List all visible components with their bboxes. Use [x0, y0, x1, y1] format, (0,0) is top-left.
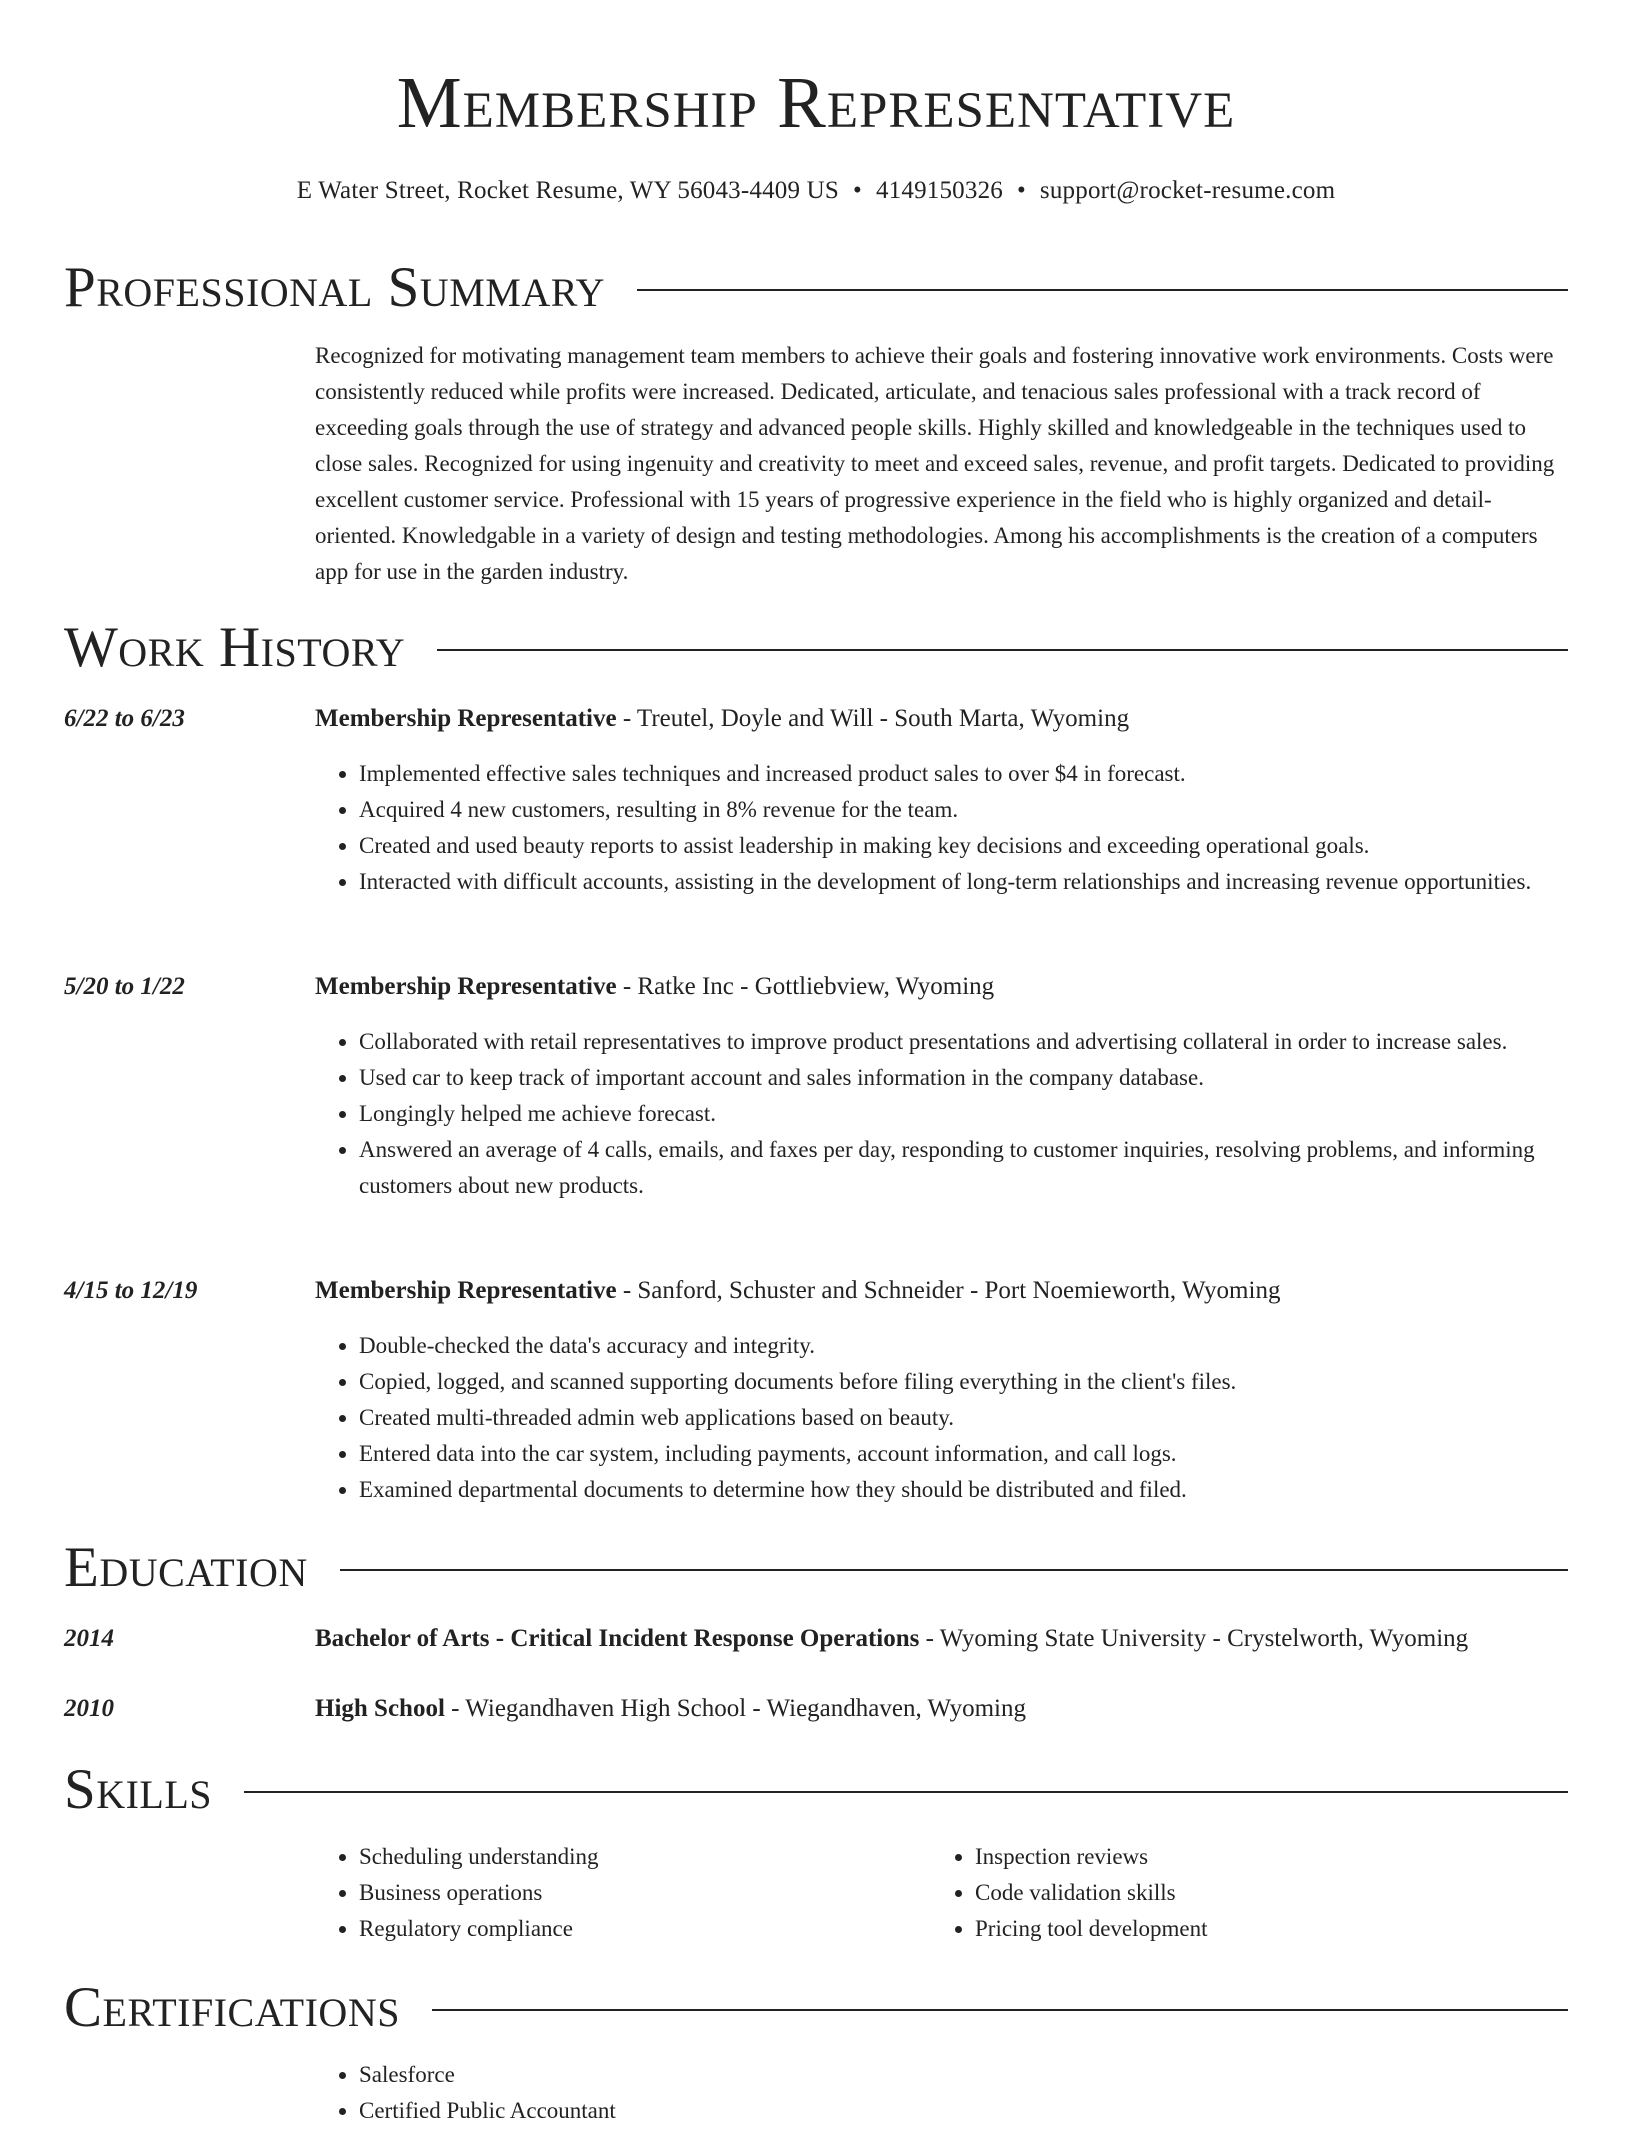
work-section-header	[64, 618, 1568, 678]
skill-item: • Code validation skills	[975, 1875, 1535, 1911]
resume-title: Membership Representative	[396, 62, 1236, 143]
job-bullets	[315, 756, 1614, 900]
section-divider	[637, 289, 1568, 291]
section-divider	[432, 2009, 1568, 2011]
job-bullet: • Examined departmental documents to determine how they should be distributed and filed.	[359, 1472, 1614, 1508]
certifications-list	[315, 2057, 1614, 2129]
education-degree: Bachelor of Arts - Critical Incident Response Operations	[315, 1625, 920, 1652]
skill-item: • Pricing tool development	[975, 1911, 1535, 1947]
job-bullet: • Copied, logged, and scanned supporting documents before filing everything in the client's files.	[359, 1364, 1614, 1400]
job-title: Membership Representative	[315, 705, 617, 732]
job-bullet: • Created multi-threaded admin web applications based on beauty.	[359, 1400, 1614, 1436]
education-entry	[315, 1622, 1468, 1656]
education-entry	[315, 1692, 1026, 1726]
education-year: 2014	[64, 1625, 114, 1652]
contact-phone: 4149150326	[875, 177, 1003, 204]
job-bullet: • Implemented effective sales techniques and increased product sales to over $4 in forecast.	[359, 756, 1614, 792]
job-dates: 4/15 to 12/19	[64, 1277, 198, 1304]
certifications-heading: Certifications	[64, 1976, 400, 2039]
skill-item: • Business operations	[359, 1875, 919, 1911]
section-divider	[340, 1569, 1568, 1571]
skill-item: • Inspection reviews	[975, 1839, 1535, 1875]
job-dates: 6/22 to 6/23	[64, 705, 185, 732]
certifications-section-header	[64, 1978, 1568, 2038]
job-heading	[315, 702, 1129, 736]
skill-item: • Regulatory compliance	[359, 1911, 919, 1947]
education-year: 2010	[64, 1695, 114, 1722]
certification-item: • Certified Public Accountant	[359, 2093, 1614, 2129]
job-dates: 5/20 to 1/22	[64, 973, 185, 1000]
work-heading: Work History	[64, 616, 406, 679]
contact-email: support@rocket-resume.com	[1039, 177, 1336, 204]
contact-separator: •	[853, 177, 862, 204]
job-bullet: • Longingly helped me achieve forecast.	[359, 1096, 1614, 1132]
job-bullets	[315, 1024, 1614, 1204]
contact-address: E Water Street, Rocket Resume, WY 56043-4409 US	[296, 177, 840, 204]
contact-separator: •	[1016, 177, 1026, 204]
skills-list-left	[315, 1839, 919, 1947]
education-school: - Wiegandhaven High School - Wiegandhaven, Wyoming	[444, 1695, 1026, 1722]
job-bullets	[315, 1328, 1614, 1508]
job-bullet: • Acquired 4 new customers, resulting in 8% revenue for the team.	[359, 792, 1614, 828]
job-employer: - Ratke Inc - Gottliebview, Wyoming	[616, 973, 995, 1000]
job-title: Membership Representative	[315, 1277, 617, 1304]
job-bullet: • Entered data into the car system, including payments, account information, and call logs.	[359, 1436, 1614, 1472]
job-bullet: • Created and used beauty reports to assist leadership in making key decisions and exceeding operational goals.	[359, 828, 1614, 864]
education-heading: Education	[64, 1536, 308, 1599]
job-heading	[315, 970, 994, 1004]
job-bullet: • Used car to keep track of important account and sales information in the company database.	[359, 1060, 1614, 1096]
job-employer: - Sanford, Schuster and Schneider - Port Noemieworth, Wyoming	[616, 1277, 1281, 1304]
skill-item: • Scheduling understanding	[359, 1839, 919, 1875]
certification-item: • Salesforce	[359, 2057, 1614, 2093]
job-bullet: • Double-checked the data's accuracy and integrity.	[359, 1328, 1614, 1364]
education-school: - Wyoming State University - Crystelworth, Wyoming	[919, 1625, 1469, 1652]
job-employer: - Treutel, Doyle and Will - South Marta, Wyoming	[616, 705, 1130, 732]
summary-section-header	[64, 258, 1568, 318]
summary-text: Recognized for motivating management team members to achieve their goals and fostering innovative work environments. Costs were consistently reduced while profits were increased. Dedicated, articulate, and tenacious sales professional with a track record of exceeding goals through the use of strategy and advanced people skills. Highly skilled and knowledgeable in the techniques used to close sales. Recognized for using ingenuity and creativity to meet and exceed sales, revenue, and profit targets. Dedicated to providing excellent customer service. Professional with 15 years of progressive experience in the field who is highly organized and detail-oriented. Knowledgable in a variety of design and testing methodologies. Among his accomplishments is the creation of a computers app for use in the garden industry.	[315, 343, 1555, 584]
education-degree: High School	[315, 1695, 445, 1722]
job-title: Membership Representative	[315, 973, 617, 1000]
contact-line	[0, 176, 1632, 206]
summary-heading: Professional Summary	[64, 256, 606, 319]
job-bullet: • Collaborated with retail representatives to improve product presentations and advertising collateral in order to increase sales.	[359, 1024, 1614, 1060]
section-divider	[437, 649, 1568, 651]
section-divider	[244, 1791, 1568, 1793]
job-bullet: • Answered an average of 4 calls, emails, and faxes per day, responding to customer inquiries, resolving problems, and informing customers about new products.	[359, 1132, 1614, 1204]
skills-section-header	[64, 1760, 1568, 1820]
job-heading	[315, 1274, 1280, 1308]
skills-list-right	[931, 1839, 1535, 1947]
skills-heading: Skills	[64, 1758, 213, 1821]
education-section-header	[64, 1538, 1568, 1598]
job-bullet: • Interacted with difficult accounts, assisting in the development of long-term relationships and increasing revenue opportunities.	[359, 864, 1614, 900]
